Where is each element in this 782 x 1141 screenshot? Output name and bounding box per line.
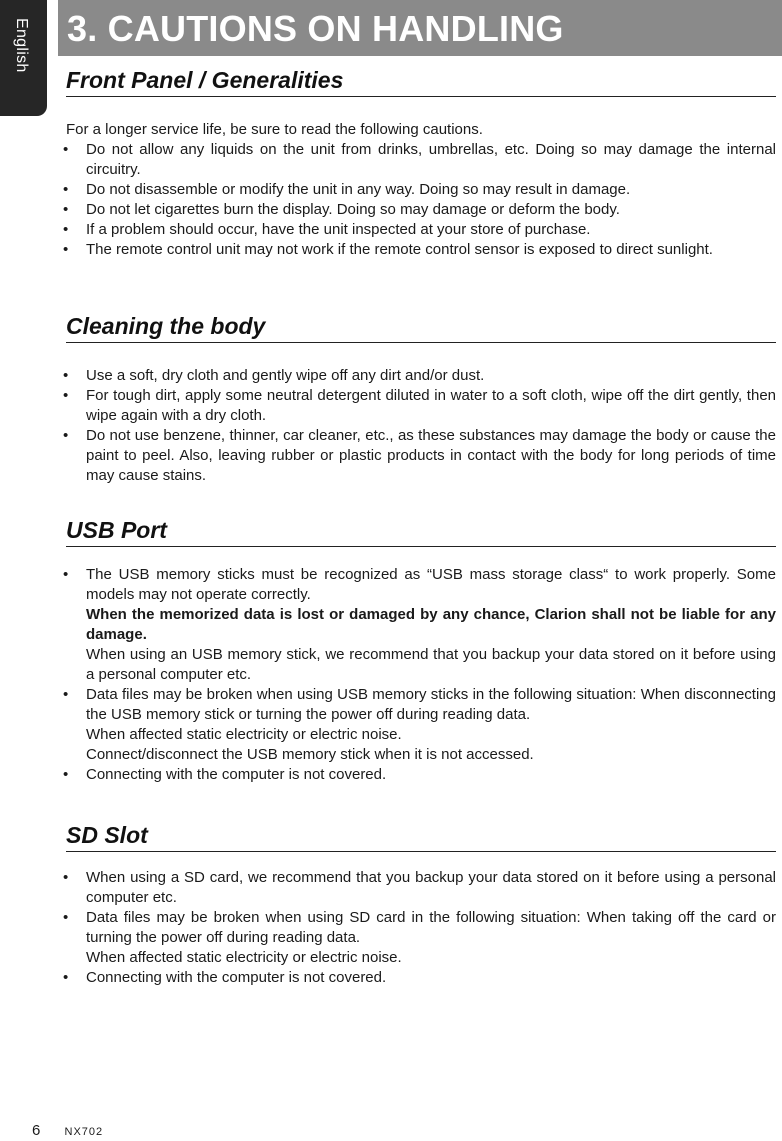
section-title-cleaning: Cleaning the body (66, 313, 266, 339)
list-item (66, 765, 776, 785)
list-item: • If a problem should occur, have the unit inspected at your store of purchase. (66, 220, 776, 240)
section-heading-front-panel (66, 66, 776, 97)
usb-list (66, 565, 776, 785)
section-title-front-panel: Front Panel / Generalities (66, 67, 344, 93)
page-title: 3. CAUTIONS ON HANDLING (67, 8, 564, 49)
list-item (66, 565, 776, 685)
list-item: • Do not let cigarettes burn the display. Doing so may damage or deform the body. (66, 200, 776, 220)
list-item: • Do not disassemble or modify the unit in any way. Doing so may result in damage. (66, 180, 776, 200)
section-heading-usb (66, 516, 776, 547)
front-panel-intro: For a longer service life, be sure to read the following cautions. (66, 121, 483, 138)
section-body-cleaning (66, 366, 776, 486)
sd-bullet-1-text: • When using a SD card, we recommend that you backup your data stored on it before using a personal computer etc. (86, 869, 776, 906)
section-heading-sd (66, 821, 776, 852)
language-tab-label: English (13, 18, 30, 73)
usb-bullet-2-line-3: Connect/disconnect the USB memory stick when it is not accessed. (86, 746, 534, 763)
sd-list (66, 868, 776, 988)
sd-bullet-2-line-2: When affected static electricity or electric noise. (86, 949, 402, 966)
list-item: • The remote control unit may not work if the remote control sensor is exposed to direct sunlight. (66, 240, 776, 260)
list-item (66, 685, 776, 765)
list-item (66, 868, 776, 908)
section-body-sd (66, 868, 776, 988)
usb-bullet-1-text: • The USB memory sticks must be recognized as “USB mass storage class“ to work properly. Some models may not operate correctly. (86, 566, 776, 603)
list-item (66, 968, 776, 988)
language-tab (0, 0, 47, 116)
section-heading-cleaning (66, 312, 776, 343)
section-title-sd: SD Slot (66, 822, 148, 848)
list-item: • Use a soft, dry cloth and gently wipe off any dirt and/or dust. (66, 366, 776, 386)
usb-bullet-3-text: • Connecting with the computer is not covered. (86, 766, 387, 783)
list-item: • For tough dirt, apply some neutral detergent diluted in water to a soft cloth, wipe off the dirt gently, then wipe again with a dry cloth. (66, 386, 776, 426)
sd-bullet-3-text: • Connecting with the computer is not covered. (86, 969, 387, 986)
list-item (66, 908, 776, 968)
sd-bullet-2-text: • Data files may be broken when using SD card in the following situation: When taking off the card or turning the power off during reading data. (86, 909, 776, 946)
usb-bullet-2-line-2: When affected static electricity or electric noise. (86, 726, 402, 743)
usb-liability-notice: When the memorized data is lost or damaged by any chance, Clarion shall not be liable for any damage. (86, 606, 776, 643)
section-body-usb (66, 565, 776, 785)
front-panel-list (66, 140, 776, 260)
model-name: NX702 (64, 1126, 104, 1138)
section-title-usb: USB Port (66, 517, 167, 543)
section-body-front-panel (66, 120, 776, 260)
usb-backup-note: When using an USB memory stick, we recommend that you backup your data stored on it before using a personal computer etc. (86, 646, 776, 683)
list-item: • Do not allow any liquids on the unit from drinks, umbrellas, etc. Doing so may damage the internal circuitry. (66, 140, 776, 180)
page-footer (32, 1122, 103, 1141)
page-number: 6 (32, 1122, 41, 1139)
title-bar (58, 0, 782, 56)
list-item: • Do not use benzene, thinner, car cleaner, etc., as these substances may damage the body or cause the paint to peel. Also, leaving rubber or plastic products in contact with the body for long periods of time may cause stains. (66, 426, 776, 486)
usb-bullet-2-text: • Data files may be broken when using USB memory sticks in the following situation: When disconnecting the USB memory stick or turning the power off during reading data. (86, 686, 776, 723)
cleaning-list (66, 366, 776, 486)
